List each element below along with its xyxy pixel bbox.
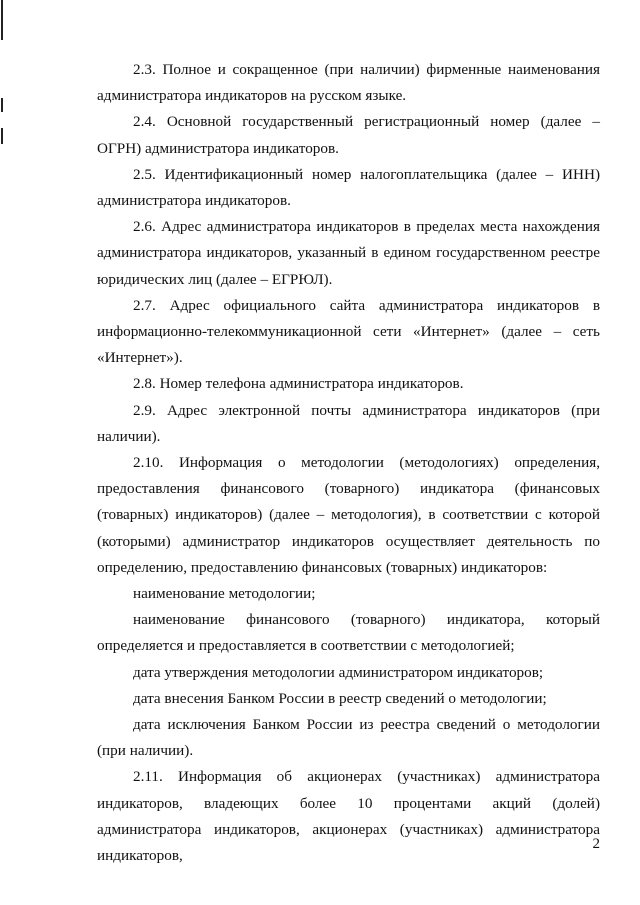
list-item-indicator-name: наименование финансового (товарного) индикатора, который определяется и предоставляется в соответствии с методологией; <box>97 611 600 655</box>
document-body <box>97 57 600 869</box>
paragraph-2-6: 2.6. Адрес администратора индикаторов в пределах места нахождения администратора индикаторов, указанный в едином государственном реестре юридических лиц (далее – ЕГРЮЛ). <box>97 218 600 288</box>
list-item-registry-entry-date: дата внесения Банком России в реестр сведений о методологии; <box>133 689 547 707</box>
paragraph-2-3: 2.3. Полное и сокращенное (при наличии) фирменные наименования администратора индикаторов на русском языке. <box>97 61 600 105</box>
paragraph-2-10: 2.10. Информация о методологии (методологиях) определения, предоставления финансового (товарного) индикатора (финансовых (товарных) индикаторов) (далее – методология), в соответствии с которой (которыми) администратор индикаторов осуществляет деятельность по определению, предоставлению финансовых (товарных) индикаторов: <box>97 454 600 576</box>
scan-edge-mark <box>1 128 3 144</box>
paragraph-2-11: 2.11. Информация об акционерах (участниках) администратора индикаторов, владеющих более 10 процентами акций (долей) администратора индикаторов, акционерах (участниках) администратора индикаторов, <box>97 768 600 865</box>
paragraph-2-4: 2.4. Основной государственный регистрационный номер (далее – ОГРН) администратора индикаторов. <box>97 113 600 157</box>
paragraph-2-9: 2.9. Адрес электронной почты администратора индикаторов (при наличии). <box>97 401 600 445</box>
list-item-methodology-name: наименование методологии; <box>133 585 316 603</box>
page-number: 2 <box>592 836 600 852</box>
paragraph-2-7: 2.7. Адрес официального сайта администратора индикаторов в информационно-телекоммуникационной сети «Интернет» (далее – сеть «Интернет»). <box>97 296 600 367</box>
scan-edge-mark <box>1 0 3 40</box>
scan-edge-mark <box>1 98 3 112</box>
list-item-approval-date: дата утверждения методологии администратором индикаторов; <box>133 663 544 681</box>
list-item-registry-exclusion-date: дата исключения Банком России из реестра сведений о методологии (при наличии). <box>97 716 600 760</box>
paragraph-2-8: 2.8. Номер телефона администратора индикаторов. <box>133 375 464 393</box>
paragraph-2-5: 2.5. Идентификационный номер налогоплательщика (далее – ИНН) администратора индикаторов. <box>97 165 600 210</box>
